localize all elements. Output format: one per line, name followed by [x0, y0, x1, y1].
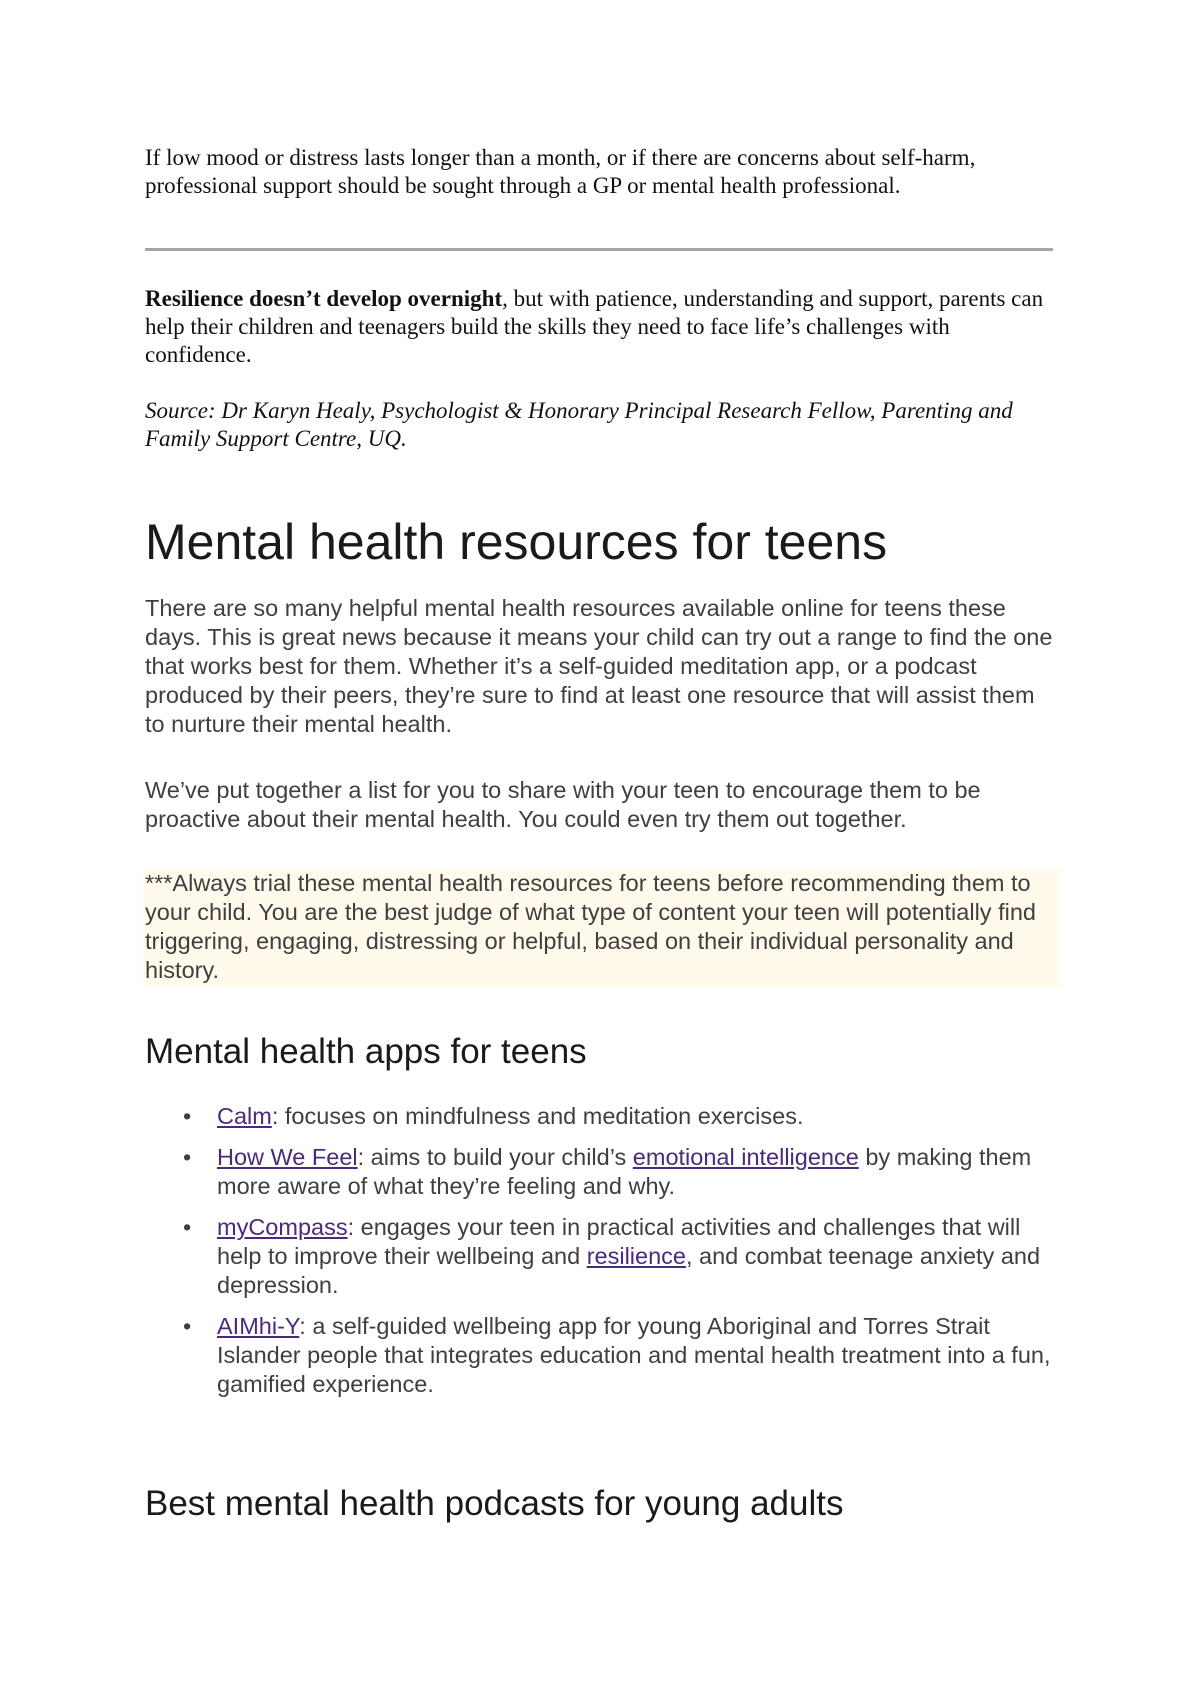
- how-we-feel-description: : aims to build your child’s: [357, 1144, 633, 1170]
- resilience-bold: Resilience doesn’t develop overnight: [145, 286, 503, 311]
- intro-paragraph: If low mood or distress lasts longer than a month, or if there are concerns about self-harm, professional support should be sought through a GP or mental health professional.: [145, 145, 976, 198]
- share-list-paragraph: We’ve put together a list for you to share with your teen to encourage them to be proactive about their mental health. You could even try them out together.: [145, 777, 981, 832]
- bullet: •: [183, 1103, 192, 1129]
- podcasts-heading: Best mental health podcasts for young adults: [145, 1484, 844, 1523]
- bullet: •: [183, 1214, 192, 1240]
- how-we-feel-description-end: by making them more aware of what they’re feeling and why.: [217, 1144, 1032, 1199]
- list-item: [145, 1143, 1060, 1201]
- emotional-intelligence-link[interactable]: emotional intelligence: [632, 1144, 859, 1170]
- mycompass-description-end: , and combat teenage anxiety and depression.: [217, 1243, 1041, 1298]
- resilience-link[interactable]: resilience: [586, 1243, 686, 1269]
- source-citation: Source: Dr Karyn Healy, Psychologist & Honorary Principal Research Fellow, Parenting and Family Support Centre, UQ.: [145, 398, 1013, 451]
- how-we-feel-link[interactable]: How We Feel: [217, 1144, 358, 1170]
- horizontal-divider: [145, 248, 1053, 251]
- bullet: •: [183, 1313, 192, 1339]
- apps-list: [145, 1102, 1060, 1411]
- apps-heading: Mental health apps for teens: [145, 1032, 587, 1071]
- highlighted-note: ***Always trial these mental health resources for teens before recommending them to your child. You are the best judge of what type of content your teen will potentially find triggering, engaging, distressing or helpful, based on their individual personality and history.: [143, 869, 1060, 987]
- bullet: •: [183, 1144, 192, 1170]
- list-item: [145, 1213, 1060, 1300]
- mycompass-link[interactable]: myCompass: [217, 1214, 348, 1240]
- page-title: Mental health resources for teens: [145, 514, 888, 570]
- aimhi-y-link[interactable]: AIMhi-Y: [217, 1313, 300, 1339]
- resilience-rest: , but with patience, understanding and support, parents can help their children and teenagers build the skills they need to face life’s challenges with confidence.: [145, 286, 1044, 367]
- calm-description: : focuses on mindfulness and meditation exercises.: [271, 1103, 804, 1129]
- mycompass-description: : engages your teen in practical activities and challenges that will help to improve their wellbeing and: [217, 1214, 1021, 1269]
- list-item: [145, 1102, 1060, 1131]
- intro-body-paragraph: There are so many helpful mental health resources available online for teens these days. This is great news because it means your child can try out a range to find the one that works best for them. Whether it’s a self-guided meditation app, or a podcast produced by their peers, they’re sure to find at least one resource that will assist them to nurture their mental health.: [145, 595, 1053, 737]
- calm-link[interactable]: Calm: [217, 1103, 272, 1129]
- list-item: [145, 1312, 1060, 1399]
- aimhi-y-description: : a self-guided wellbeing app for young Aboriginal and Torres Strait Islander people that integrates education and mental health treatment into a fun, gamified experience.: [217, 1313, 1051, 1397]
- resilience-paragraph: [145, 285, 1060, 369]
